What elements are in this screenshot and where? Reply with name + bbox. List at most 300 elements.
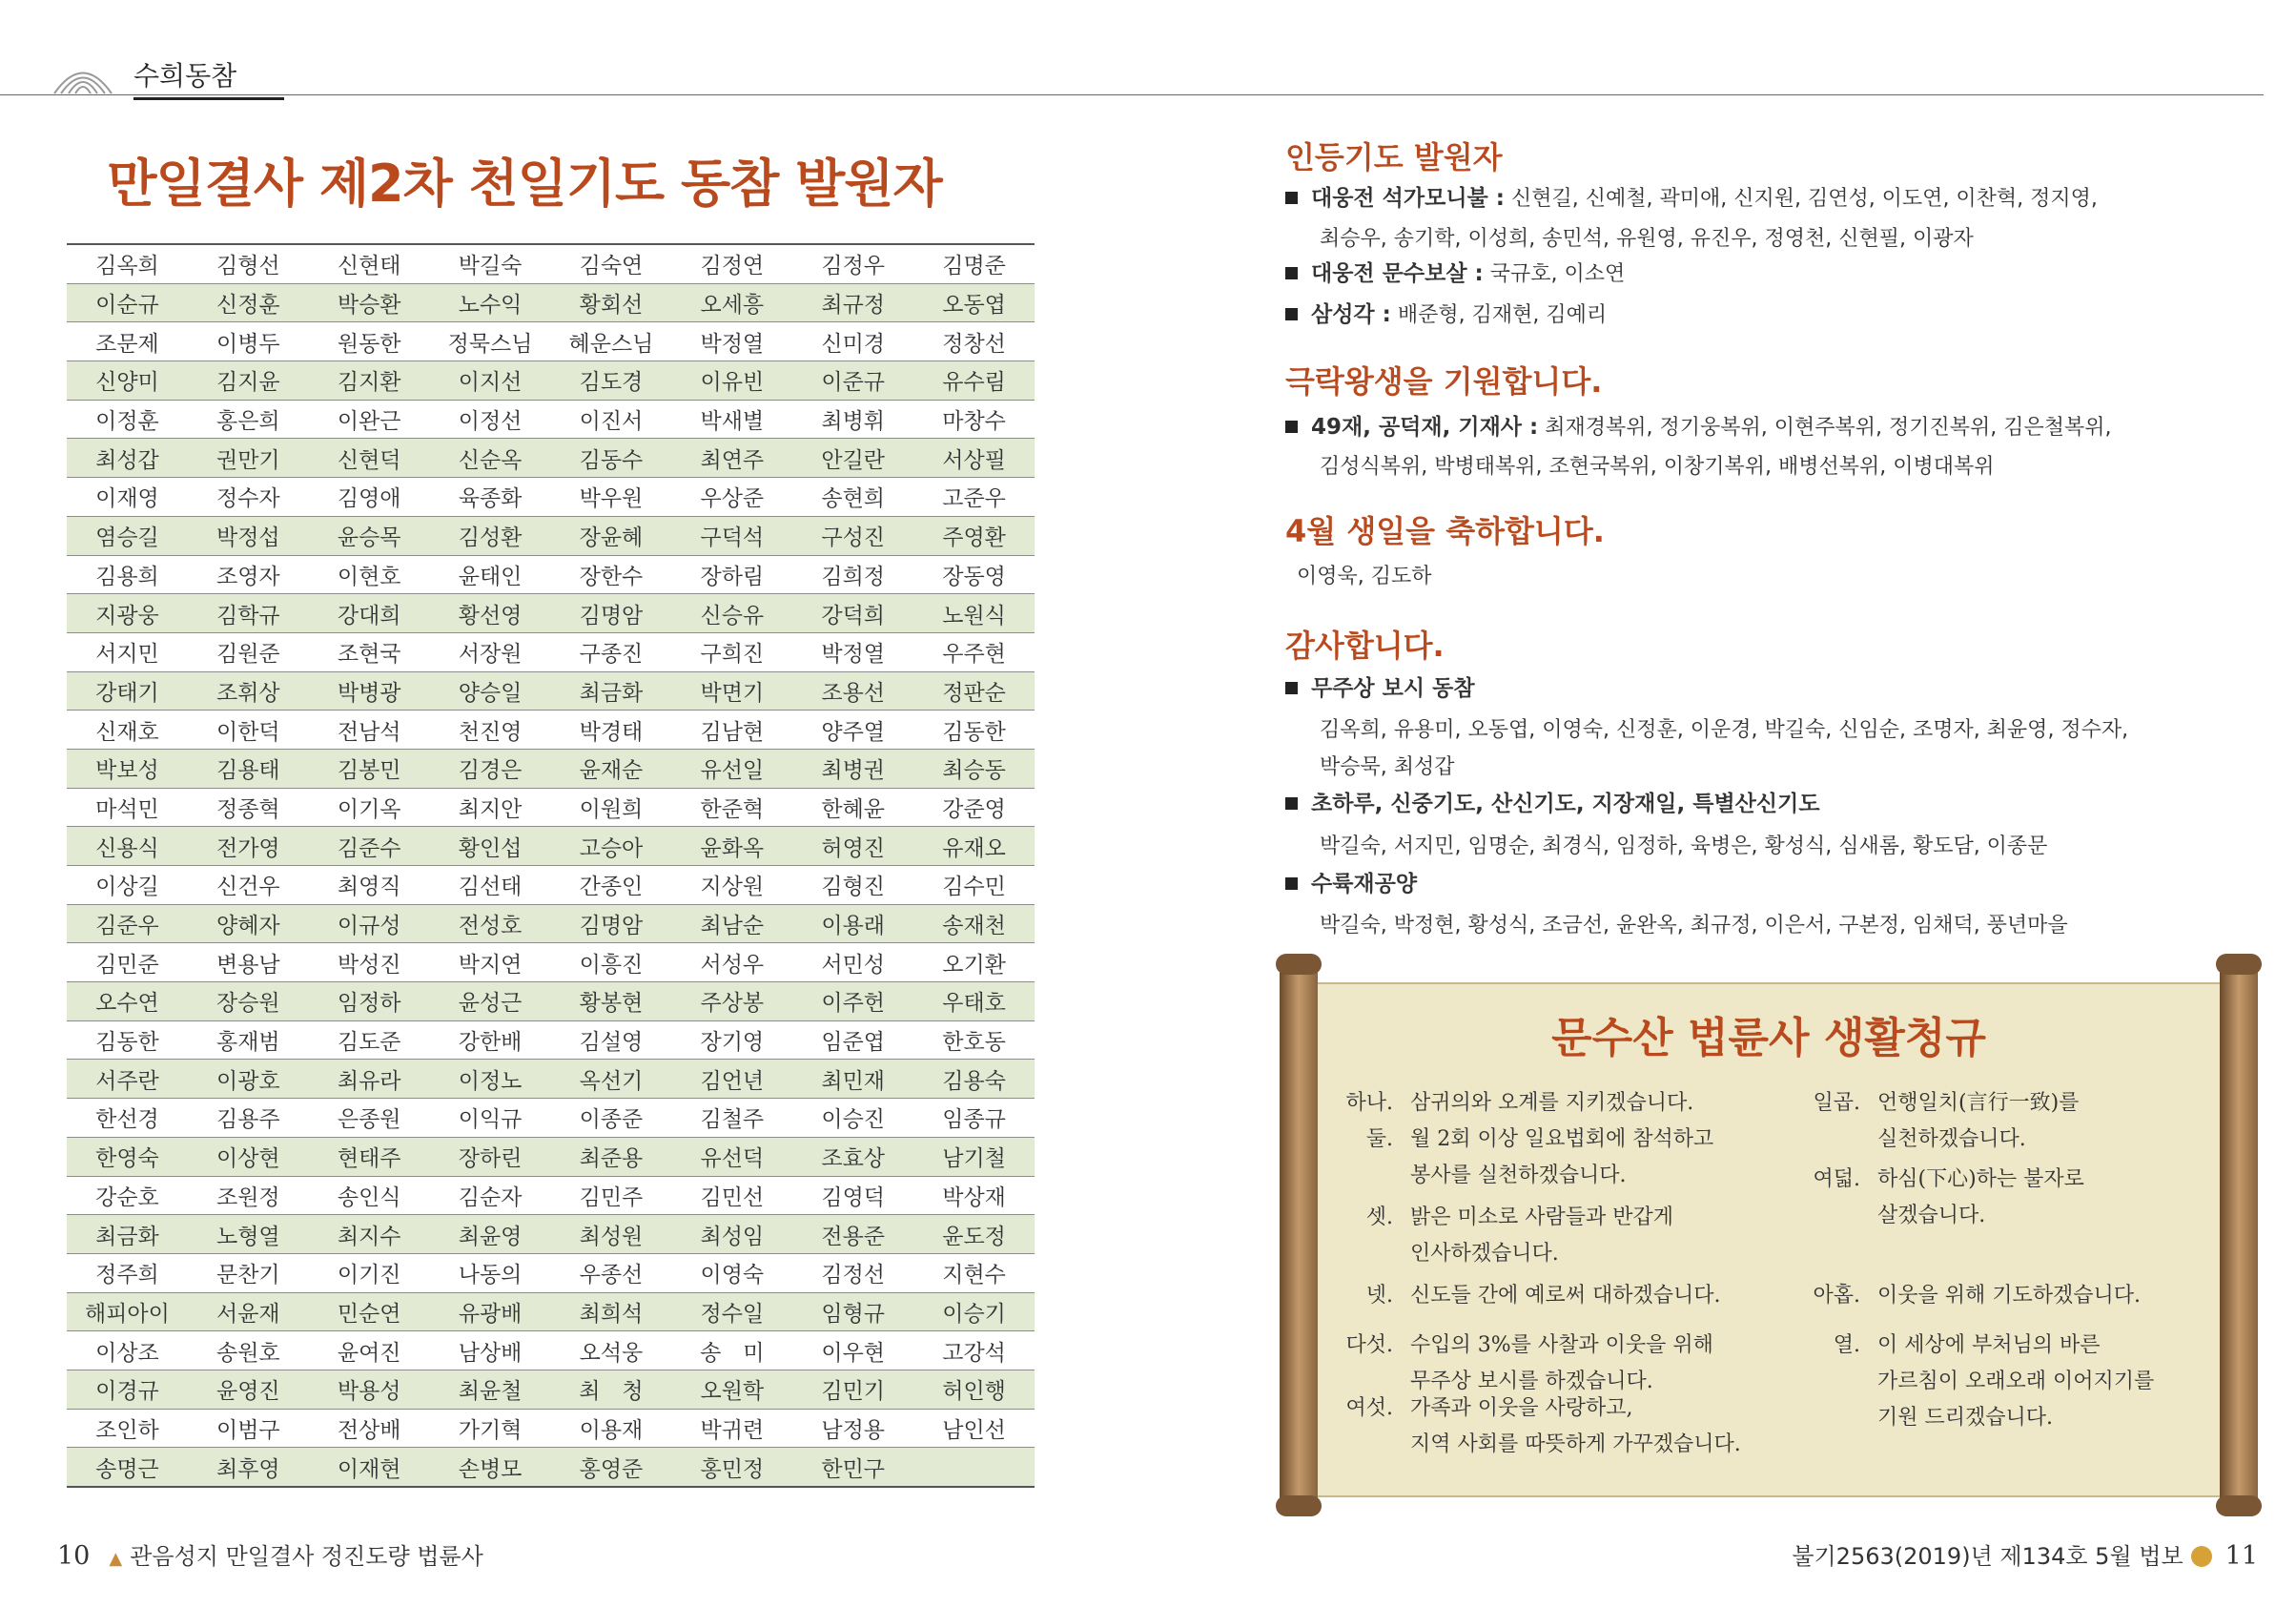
name-cell: 이완근 (309, 400, 430, 439)
name-cell: 박정열 (792, 632, 913, 671)
name-cell: 가기혁 (430, 1409, 551, 1448)
name-cell: 김동수 (551, 439, 672, 478)
birthday-names: 이영욱, 김도하 (1297, 565, 1432, 588)
table-row (67, 1253, 1035, 1292)
name-cell: 구희진 (671, 632, 792, 671)
name-cell: 한혜윤 (792, 788, 913, 827)
thanks-item-2: 초하루, 신중기도, 산신기도, 지장재일, 특별산신기도 (1285, 790, 1820, 819)
name-cell: 최 청 (551, 1370, 672, 1409)
name-cell: 전가영 (188, 827, 309, 866)
rule-item (1340, 1278, 1721, 1314)
name-cell: 김성환 (430, 516, 551, 555)
name-cell: 이상현 (188, 1137, 309, 1176)
name-cell: 이범구 (188, 1409, 309, 1448)
name-cell: 박병광 (309, 671, 430, 711)
name-cell: 김정우 (792, 244, 913, 283)
name-cell: 조효상 (792, 1137, 913, 1176)
table-row (67, 516, 1035, 555)
footer-left-text: 관음성지 만일결사 정진도량 법륜사 (130, 1543, 483, 1570)
name-cell: 김용주 (188, 1099, 309, 1138)
name-cell: 한호동 (913, 1020, 1035, 1060)
name-cell: 신현덕 (309, 439, 430, 478)
name-cell: 이기옥 (309, 788, 430, 827)
name-cell: 이용래 (792, 904, 913, 943)
table-row (67, 1020, 1035, 1060)
name-cell: 최성원 (551, 1215, 672, 1254)
name-cell: 염승길 (67, 516, 188, 555)
page-number-left: 10 (57, 1541, 91, 1571)
lantern-item-3: 삼성각 : 배준형, 김재현, 김예리 (1285, 300, 1607, 330)
name-cell: 송원호 (188, 1331, 309, 1370)
name-cell: 이상길 (67, 866, 188, 905)
rule-text: 하심(下心)하는 불자로 (1877, 1167, 2084, 1191)
name-cell: 박상재 (913, 1176, 1035, 1215)
name-cell: 정창선 (913, 322, 1035, 361)
name-cell: 김원준 (188, 632, 309, 671)
rule-text: 삼귀의와 오계를 지키겠습니다. (1410, 1091, 1694, 1115)
name-cell: 김철주 (671, 1099, 792, 1138)
scroll-title: 문수산 법륜사 생활청규 (1551, 1014, 1986, 1062)
name-cell: 전성호 (430, 904, 551, 943)
rule-item (1340, 1122, 1713, 1194)
table-row (67, 1448, 1035, 1487)
rule-label: 열. (1833, 1333, 1860, 1357)
name-cell: 최윤철 (430, 1370, 551, 1409)
name-cell: 이병두 (188, 322, 309, 361)
name-cell: 신미경 (792, 322, 913, 361)
name-cell: 조문제 (67, 322, 188, 361)
name-cell: 김정연 (671, 244, 792, 283)
name-cell: 김지환 (309, 361, 430, 401)
name-cell: 윤화옥 (671, 827, 792, 866)
name-cell: 김도경 (551, 361, 672, 401)
name-cell: 강순호 (67, 1176, 188, 1215)
footer-right-text: 불기2563(2019)년 제134호 5월 법보 (1792, 1543, 2183, 1570)
table-row (67, 361, 1035, 401)
name-cell: 김수민 (913, 866, 1035, 905)
names-table (67, 243, 1035, 1488)
name-cell: 최병휘 (792, 400, 913, 439)
name-cell: 최규정 (792, 283, 913, 322)
name-cell: 우상준 (671, 478, 792, 517)
name-cell: 남기철 (913, 1137, 1035, 1176)
name-cell: 황회선 (551, 283, 672, 322)
name-cell: 서지민 (67, 632, 188, 671)
name-cell: 장하림 (671, 555, 792, 594)
name-cell: 최승동 (913, 749, 1035, 788)
name-cell: 김명암 (551, 594, 672, 633)
name-cell: 김용희 (67, 555, 188, 594)
name-cell: 김남현 (671, 711, 792, 750)
name-cell: 조휘상 (188, 671, 309, 711)
name-cell: 최성갑 (67, 439, 188, 478)
table-row (67, 788, 1035, 827)
name-cell: 김용태 (188, 749, 309, 788)
name-cell: 조현국 (309, 632, 430, 671)
name-cell: 마석민 (67, 788, 188, 827)
name-cell: 이익규 (430, 1099, 551, 1138)
name-cell: 오석웅 (551, 1331, 672, 1370)
name-cell: 서장원 (430, 632, 551, 671)
name-cell: 박성진 (309, 943, 430, 982)
name-cell: 박우원 (551, 478, 672, 517)
name-cell: 신승유 (671, 594, 792, 633)
name-cell: 김민주 (551, 1176, 672, 1215)
rule-text: 가족과 이웃을 사랑하고, (1410, 1396, 1633, 1420)
name-cell: 윤태인 (430, 555, 551, 594)
name-cell: 유선덕 (671, 1137, 792, 1176)
name-cell: 마창수 (913, 400, 1035, 439)
name-cell: 박면기 (671, 671, 792, 711)
name-cell: 노원식 (913, 594, 1035, 633)
name-cell: 최지수 (309, 1215, 430, 1254)
name-cell: 서민성 (792, 943, 913, 982)
rule-text: 이웃을 위해 기도하겠습니다. (1877, 1284, 2142, 1308)
table-row (67, 555, 1035, 594)
rule-text: 살겠습니다. (1877, 1204, 1986, 1227)
rule-text: 무주상 보시를 하겠습니다. (1410, 1370, 1653, 1393)
name-cell: 민순연 (309, 1292, 430, 1331)
table-row (67, 439, 1035, 478)
name-cell: 임종규 (913, 1099, 1035, 1138)
rule-text: 수입의 3%를 사찰과 이웃을 위해 (1410, 1333, 1713, 1357)
name-cell: 손병모 (430, 1448, 551, 1487)
name-cell: 노형열 (188, 1215, 309, 1254)
name-cell: 김준수 (309, 827, 430, 866)
name-cell: 우종선 (551, 1253, 672, 1292)
name-cell: 송명근 (67, 1448, 188, 1487)
name-cell: 김희정 (792, 555, 913, 594)
name-cell: 오기환 (913, 943, 1035, 982)
table-row (67, 1215, 1035, 1254)
rule-label: 여섯. (1345, 1396, 1393, 1420)
name-cell: 송현희 (792, 478, 913, 517)
name-cell: 한선경 (67, 1099, 188, 1138)
name-cell: 황봉현 (551, 982, 672, 1021)
name-cell: 김명암 (551, 904, 672, 943)
name-cell: 박길숙 (430, 244, 551, 283)
paradise-heading: 극락왕생을 기원합니다. (1285, 363, 1603, 400)
name-cell: 서주란 (67, 1060, 188, 1099)
name-cell: 홍영준 (551, 1448, 672, 1487)
name-cell: 김민준 (67, 943, 188, 982)
name-cell: 이경규 (67, 1370, 188, 1409)
rule-label: 둘. (1365, 1127, 1393, 1151)
table-row (67, 1060, 1035, 1099)
name-cell (913, 1448, 1035, 1487)
name-cell: 구성진 (792, 516, 913, 555)
table-row (67, 283, 1035, 322)
name-cell: 오원학 (671, 1370, 792, 1409)
table-row (67, 594, 1035, 633)
name-cell: 이정노 (430, 1060, 551, 1099)
name-cell: 장하린 (430, 1137, 551, 1176)
name-cell: 김정선 (792, 1253, 913, 1292)
name-cell: 혜운스님 (551, 322, 672, 361)
name-cell: 김언년 (671, 1060, 792, 1099)
name-cell: 정묵스님 (430, 322, 551, 361)
name-cell: 양혜자 (188, 904, 309, 943)
table-row (67, 711, 1035, 750)
name-cell: 이지선 (430, 361, 551, 401)
name-cell: 주상봉 (671, 982, 792, 1021)
thanks-item-2-names: 박길숙, 서지민, 임명순, 최경식, 임정하, 육병은, 황성식, 심새롬, 황도담, 이종문 (1320, 834, 2048, 858)
name-cell: 우주현 (913, 632, 1035, 671)
name-cell: 강태기 (67, 671, 188, 711)
name-cell: 홍재범 (188, 1020, 309, 1060)
name-cell: 윤여진 (309, 1331, 430, 1370)
name-cell: 최유라 (309, 1060, 430, 1099)
name-cell: 신정훈 (188, 283, 309, 322)
name-cell: 장승원 (188, 982, 309, 1021)
name-cell: 김동한 (913, 711, 1035, 750)
rule-item (1340, 1085, 1693, 1122)
name-cell: 임정하 (309, 982, 430, 1021)
name-cell: 박지연 (430, 943, 551, 982)
table-row (67, 904, 1035, 943)
name-cell: 신양미 (67, 361, 188, 401)
name-cell: 정판순 (913, 671, 1035, 711)
name-cell: 조원정 (188, 1176, 309, 1215)
rule-item (1340, 1391, 1741, 1463)
name-cell: 이순규 (67, 283, 188, 322)
name-cell: 최병권 (792, 749, 913, 788)
name-cell: 장동영 (913, 555, 1035, 594)
name-cell: 권만기 (188, 439, 309, 478)
rule-text: 신도들 간에 예로써 대하겠습니다. (1410, 1284, 1721, 1308)
name-cell: 이상조 (67, 1331, 188, 1370)
name-cell: 정수자 (188, 478, 309, 517)
name-cell: 오세흥 (671, 283, 792, 322)
name-cell: 천진영 (430, 711, 551, 750)
name-cell: 박보성 (67, 749, 188, 788)
name-cell: 이우현 (792, 1331, 913, 1370)
name-cell: 김용숙 (913, 1060, 1035, 1099)
name-cell: 김준우 (67, 904, 188, 943)
paradise-item-cont: 김성식복위, 박병태복위, 조현국복위, 이창기복위, 배병선복위, 이병대복위 (1320, 455, 1995, 479)
name-cell: 문찬기 (188, 1253, 309, 1292)
thanks-heading: 감사합니다. (1285, 628, 1445, 664)
name-cell: 한영숙 (67, 1137, 188, 1176)
name-cell: 박귀련 (671, 1409, 792, 1448)
table-row (67, 1370, 1035, 1409)
table-row (67, 1099, 1035, 1138)
name-cell: 김설영 (551, 1020, 672, 1060)
name-cell: 윤도정 (913, 1215, 1035, 1254)
name-cell: 김지윤 (188, 361, 309, 401)
name-cell: 이준규 (792, 361, 913, 401)
rule-label: 다섯. (1345, 1333, 1393, 1357)
rule-text: 밝은 미소로 사람들과 반갑게 (1410, 1205, 1674, 1229)
name-cell: 신현태 (309, 244, 430, 283)
thanks-item-1: 무주상 보시 동참 (1285, 674, 1475, 704)
table-row (67, 866, 1035, 905)
name-cell: 지현수 (913, 1253, 1035, 1292)
name-cell: 옥선기 (551, 1060, 672, 1099)
name-cell: 이흥진 (551, 943, 672, 982)
thanks-item-3: 수륙재공양 (1285, 870, 1417, 899)
name-cell: 정종혁 (188, 788, 309, 827)
name-cell: 김숙연 (551, 244, 672, 283)
name-cell: 김민기 (792, 1370, 913, 1409)
name-cell: 김선태 (430, 866, 551, 905)
name-cell: 임형규 (792, 1292, 913, 1331)
thanks-item-3-names: 박길숙, 박정현, 황성식, 조금선, 윤완옥, 최규정, 이은서, 구본정, 임채덕, 풍년마을 (1320, 914, 2068, 937)
rule-text: 기원 드리겠습니다. (1877, 1406, 2054, 1430)
name-cell: 나동의 (430, 1253, 551, 1292)
name-cell: 김학규 (188, 594, 309, 633)
name-cell: 이주헌 (792, 982, 913, 1021)
name-cell: 최금화 (551, 671, 672, 711)
name-cell: 이기진 (309, 1253, 430, 1292)
name-cell: 지광웅 (67, 594, 188, 633)
lantern-item-1-cont: 최승우, 송기학, 이성희, 송민석, 유원영, 유진우, 정영천, 신현필, 이광자 (1320, 227, 1974, 251)
name-cell: 유광배 (430, 1292, 551, 1331)
name-cell: 신재호 (67, 711, 188, 750)
rule-label: 셋. (1365, 1205, 1393, 1229)
name-cell: 신건우 (188, 866, 309, 905)
name-cell: 조인하 (67, 1409, 188, 1448)
name-cell: 전상배 (309, 1409, 430, 1448)
table-row (67, 1331, 1035, 1370)
birthday-heading: 4월 생일을 축하합니다. (1285, 513, 1605, 549)
rule-label: 아홉. (1813, 1284, 1860, 1308)
rule-item (1807, 1278, 2141, 1314)
name-cell: 강한배 (430, 1020, 551, 1060)
name-cell: 지상원 (671, 866, 792, 905)
name-cell: 박경태 (551, 711, 672, 750)
name-cell: 육종화 (430, 478, 551, 517)
table-row (67, 1409, 1035, 1448)
name-cell: 양주열 (792, 711, 913, 750)
name-cell: 유재오 (913, 827, 1035, 866)
lotus-logo-icon (50, 57, 116, 95)
name-cell: 박승환 (309, 283, 430, 322)
name-cell: 홍민정 (671, 1448, 792, 1487)
page-number-right: 11 (2224, 1541, 2258, 1571)
name-cell: 최후영 (188, 1448, 309, 1487)
lantern-icon: ▲ (109, 1549, 123, 1569)
rule-item (1807, 1085, 2079, 1158)
name-cell: 이재현 (309, 1448, 430, 1487)
name-cell: 구종진 (551, 632, 672, 671)
name-cell: 최윤영 (430, 1215, 551, 1254)
rule-label: 여덟. (1813, 1167, 1860, 1191)
paradise-item: 49재, 공덕재, 기재사 : 최재경복위, 정기웅복위, 이현주복위, 정기진복위, 김은철복위, (1285, 413, 2111, 443)
table-row (67, 322, 1035, 361)
name-cell: 노수익 (430, 283, 551, 322)
rule-text: 가르침이 오래오래 이어지기를 (1877, 1370, 2155, 1393)
name-cell: 고승아 (551, 827, 672, 866)
name-cell: 박정섭 (188, 516, 309, 555)
rule-item (1340, 1200, 1673, 1272)
table-row (67, 1292, 1035, 1331)
name-cell: 이재영 (67, 478, 188, 517)
name-cell: 이영숙 (671, 1253, 792, 1292)
table-row (67, 632, 1035, 671)
name-cell: 이용재 (551, 1409, 672, 1448)
name-cell: 이유빈 (671, 361, 792, 401)
name-cell: 유수림 (913, 361, 1035, 401)
name-cell: 서상필 (913, 439, 1035, 478)
name-cell: 이정훈 (67, 400, 188, 439)
name-cell: 김동한 (67, 1020, 188, 1060)
rule-text: 지역 사회를 따뜻하게 가꾸겠습니다. (1410, 1432, 1741, 1456)
name-cell: 김경은 (430, 749, 551, 788)
name-cell: 우태호 (913, 982, 1035, 1021)
name-cell: 윤승목 (309, 516, 430, 555)
name-cell: 송 미 (671, 1331, 792, 1370)
name-cell: 김형진 (792, 866, 913, 905)
name-cell: 김순자 (430, 1176, 551, 1215)
name-cell: 해피아이 (67, 1292, 188, 1331)
table-row (67, 749, 1035, 788)
name-cell: 김민선 (671, 1176, 792, 1215)
name-cell: 이한덕 (188, 711, 309, 750)
name-cell: 장윤혜 (551, 516, 672, 555)
name-cell: 김형선 (188, 244, 309, 283)
name-cell: 박정열 (671, 322, 792, 361)
name-cell: 서윤재 (188, 1292, 309, 1331)
name-cell: 황선영 (430, 594, 551, 633)
name-cell: 남상배 (430, 1331, 551, 1370)
rule-item (1807, 1328, 2154, 1436)
name-cell: 이승진 (792, 1099, 913, 1138)
name-cell: 간종인 (551, 866, 672, 905)
name-cell: 윤영진 (188, 1370, 309, 1409)
lantern-item-1: 대웅전 석가모니불 : 신현길, 신예철, 곽미애, 신지원, 김연성, 이도연, 이찬혁, 정지영, (1285, 184, 2098, 214)
name-cell: 원동한 (309, 322, 430, 361)
name-cell: 최남순 (671, 904, 792, 943)
name-cell: 오수연 (67, 982, 188, 1021)
table-row (67, 1137, 1035, 1176)
name-cell: 송재천 (913, 904, 1035, 943)
name-cell: 최희석 (551, 1292, 672, 1331)
name-cell: 박새별 (671, 400, 792, 439)
name-cell: 은종원 (309, 1099, 430, 1138)
name-cell: 이광호 (188, 1060, 309, 1099)
rule-label: 하나. (1345, 1091, 1393, 1115)
name-cell: 남인선 (913, 1409, 1035, 1448)
table-row (67, 943, 1035, 982)
name-cell: 최연주 (671, 439, 792, 478)
name-cell: 조영자 (188, 555, 309, 594)
lantern-item-2: 대웅전 문수보살 : 국규호, 이소연 (1285, 259, 1625, 289)
name-cell: 박용성 (309, 1370, 430, 1409)
name-cell: 강대희 (309, 594, 430, 633)
table-row (67, 982, 1035, 1021)
name-cell: 오동엽 (913, 283, 1035, 322)
rule-text: 실천하겠습니다. (1877, 1127, 2026, 1151)
table-row (67, 400, 1035, 439)
name-cell: 한준혁 (671, 788, 792, 827)
name-cell: 최금화 (67, 1215, 188, 1254)
table-row (67, 244, 1035, 283)
name-cell: 김영애 (309, 478, 430, 517)
rule-text: 봉사를 실천하겠습니다. (1410, 1164, 1627, 1187)
name-cell: 이현호 (309, 555, 430, 594)
name-cell: 남정용 (792, 1409, 913, 1448)
name-cell: 정수일 (671, 1292, 792, 1331)
rule-label: 일곱. (1813, 1091, 1860, 1115)
name-cell: 이정선 (430, 400, 551, 439)
name-cell: 임준엽 (792, 1020, 913, 1060)
rule-item (1340, 1328, 1713, 1400)
name-cell: 이종준 (551, 1099, 672, 1138)
footer-left (57, 1537, 483, 1571)
rule-text: 언행일치(言行一致)를 (1877, 1091, 2080, 1115)
name-cell: 홍은희 (188, 400, 309, 439)
